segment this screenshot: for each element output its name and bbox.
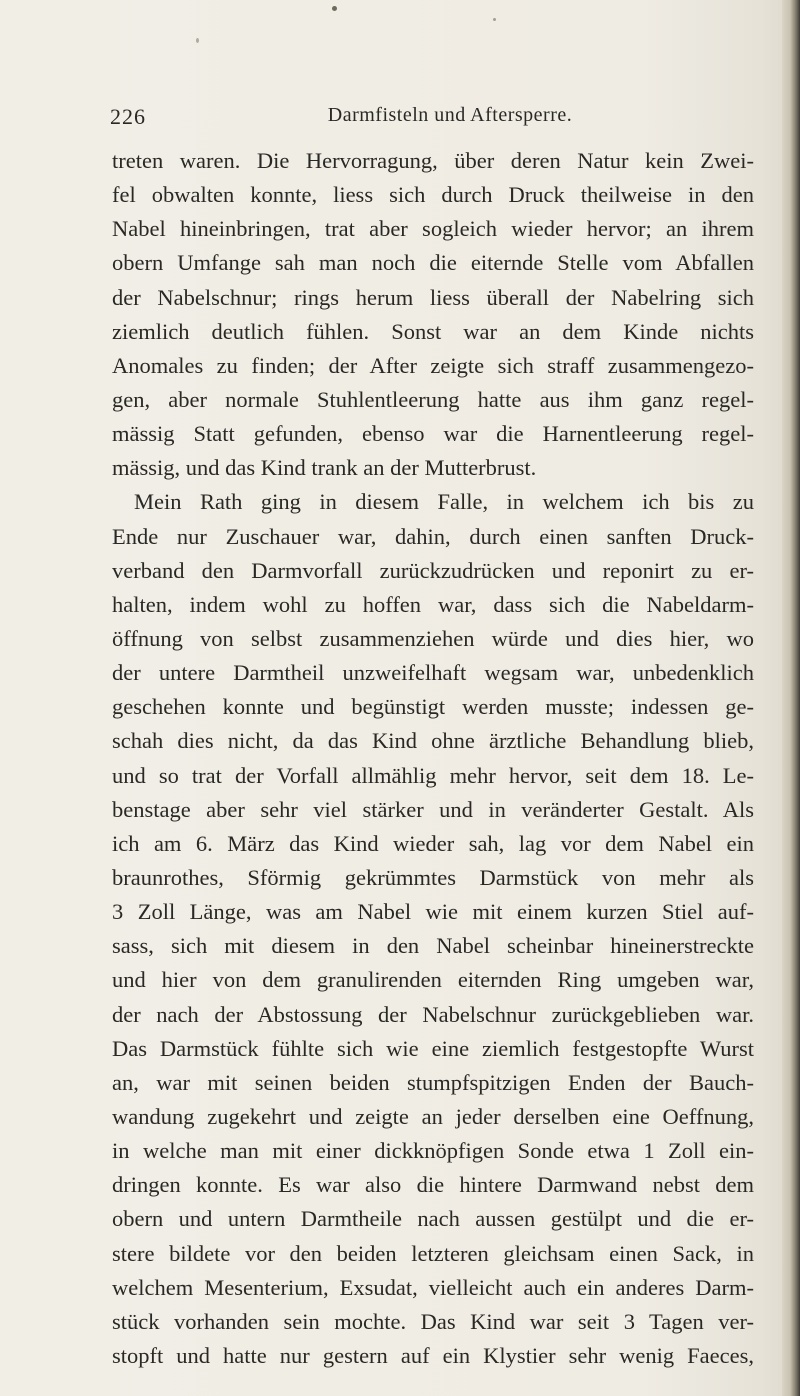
text-line: geschehen konnte und begünstigt werden musste; indessen ge- <box>112 694 754 720</box>
text-line: in welche man mit einer dickknöpfigen Sonde etwa 1 Zoll ein- <box>112 1138 754 1164</box>
text-line: ziemlich deutlich fühlen. Sonst war an dem Kinde nichts <box>112 318 754 344</box>
text-line: der untere Darmtheil unzweifelhaft wegsam war, unbedenklich <box>112 660 754 686</box>
text-line: der nach der Abstossung der Nabelschnur zurückgeblieben war. <box>112 1001 754 1027</box>
text-line: wandung zugekehrt und zeigte an jeder derselben eine Oeffnung, <box>112 1103 754 1129</box>
body-text <box>112 144 754 1373</box>
text-line: der Nabelschnur; rings herum liess überall der Nabelring sich <box>112 284 754 310</box>
text-line: obern Umfange sah man noch die eiternde Stelle vom Abfallen <box>112 250 754 276</box>
text-line: treten waren. Die Hervorragung, über deren Natur kein Zwei- <box>112 148 754 173</box>
text-line: sass, sich mit diesem in den Nabel scheinbar hineinerstreckte <box>112 933 754 959</box>
text-line: benstage aber sehr viel stärker und in veränderter Gestalt. Als <box>112 796 754 822</box>
paragraph-start-line: Mein Rath ging in diesem Falle, in welchem ich bis zu <box>134 489 754 515</box>
text-line: schah dies nicht, da das Kind ohne ärztliche Behandlung blieb, <box>112 728 754 754</box>
text-line: stück vorhanden sein mochte. Das Kind war seit 3 Tagen ver- <box>112 1308 754 1334</box>
text-line: fel obwalten konnte, liess sich durch Druck theilweise in den <box>112 182 754 208</box>
text-line: dringen konnte. Es war also die hintere Darmwand nebst dem <box>112 1172 754 1198</box>
page-number: 226 <box>110 104 146 129</box>
text-line: Das Darmstück fühlte sich wie eine ziemlich festgestopfte Wurst <box>112 1035 754 1061</box>
text-line: 3 Zoll Länge, was am Nabel wie mit einem kurzen Stiel auf- <box>112 899 754 925</box>
text-line: an, war mit seinen beiden stumpfspitzigen Enden der Bauch- <box>112 1069 754 1095</box>
text-line: verband den Darmvorfall zurückzudrücken und reponirt zu er- <box>112 557 754 583</box>
text-line: gen, aber normale Stuhlentleerung hatte aus ihm ganz regel- <box>112 386 754 412</box>
page-header <box>110 104 750 134</box>
ink-speck <box>493 18 496 21</box>
text-line: mässig Statt gefunden, ebenso war die Harnentleerung regel- <box>112 421 754 447</box>
text-line: und hier von dem granulirenden eiternden Ring umgeben war, <box>112 967 754 993</box>
text-line: ich am 6. März das Kind wieder sah, lag vor dem Nabel ein <box>112 830 754 856</box>
ink-speck <box>196 38 199 43</box>
text-line: obern und untern Darmtheile nach aussen gestülpt und die er- <box>112 1206 754 1232</box>
text-line: öffnung von selbst zusammenziehen würde und dies hier, wo <box>112 625 754 651</box>
text-line: halten, indem wohl zu hoffen war, dass sich die Nabeldarm- <box>112 591 754 617</box>
text-line: welchem Mesenterium, Exsudat, vielleicht auch ein anderes Darm- <box>112 1274 754 1300</box>
text-line: stere bildete vor den beiden letzteren gleichsam einen Sack, in <box>112 1240 754 1266</box>
running-title: Darmfisteln und Aftersperre. <box>327 104 573 126</box>
ink-speck <box>332 6 337 11</box>
page-edge-shadow <box>782 0 800 1396</box>
text-line: und so trat der Vorfall allmählig mehr hervor, seit dem 18. Le- <box>112 762 754 788</box>
text-line: Anomales zu finden; der After zeigte sich straff zusammengezo- <box>112 352 754 378</box>
text-line: Ende nur Zuschauer war, dahin, durch einen sanften Druck- <box>112 523 754 549</box>
paragraph-end-line: mässig, und das Kind trank an der Mutterbrust. <box>112 455 537 481</box>
text-line: Nabel hineinbringen, trat aber sogleich wieder hervor; an ihrem <box>112 216 754 242</box>
text-line: stopft und hatte nur gestern auf ein Klystier sehr wenig Faeces, <box>112 1342 754 1368</box>
text-line: braunrothes, Sförmig gekrümmtes Darmstück von mehr als <box>112 864 754 890</box>
